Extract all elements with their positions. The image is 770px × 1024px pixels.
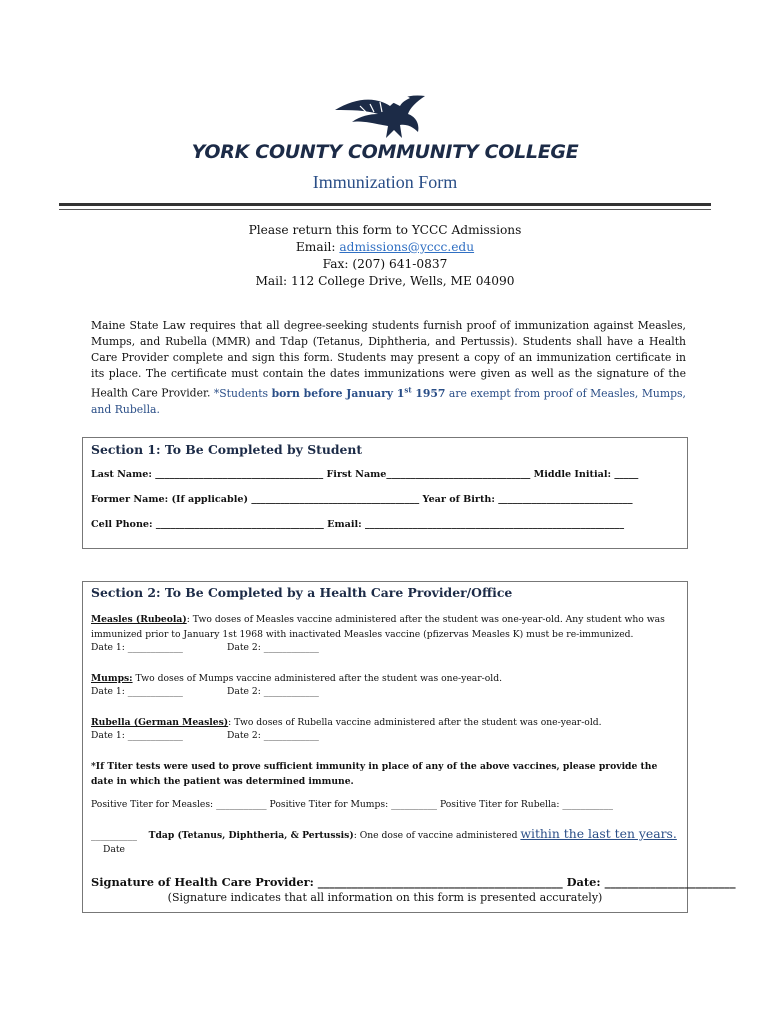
section-2-provider	[82, 581, 736, 913]
section-1-title: Section 1: To Be Completed by Student	[91, 442, 363, 457]
form-title: Immunization Form	[312, 172, 458, 192]
mumps-info: Mumps: Two doses of Mumps vaccine administered after the student was one-year-old.	[91, 673, 503, 684]
exempt-note: *Students born before January 1st 1957 are exempt from proof of Measles, Mumps, and Rubella.	[91, 385, 686, 416]
signature-note: (Signature indicates that all information on this form is presented accurately)	[167, 891, 603, 904]
measles-info: Measles (Rubeola): Two doses of Measles vaccine administered after the student was one-year-old. Any student who was immunized prior to January 1st 1968 with inactivated Measles vaccine (pfizervas Measles K) must be re-immunized.	[91, 614, 665, 640]
tdap-date-label: Date	[103, 844, 125, 855]
contact-return: Please return this form to YCCC Admissions	[248, 223, 522, 237]
logo	[0, 92, 770, 142]
rubella-dates[interactable]: Date 1: ____________ Date 2: ____________	[91, 730, 319, 741]
signature-line[interactable]: Signature of Health Care Provider: ___________________________________________ Date: _______________________	[91, 875, 736, 889]
contact-mail: Mail: 112 College Drive, Wells, ME 04090	[255, 274, 515, 288]
header-divider	[59, 203, 711, 206]
titer-note: *If Titer tests were used to prove sufficient immunity in place of any of the above vaccines, please provide the date in which the patient was determined immune.	[91, 761, 658, 787]
titer-fields[interactable]: Positive Titer for Measles: ___________ Positive Titer for Mumps: __________ Positive Titer for Rubella: ___________	[91, 799, 613, 810]
section-2-title: Section 2: To Be Completed by a Health Care Provider/Office	[91, 585, 513, 600]
former-name-fields[interactable]: Former Name: (If applicable) ___________________________________ Year of Birth: ____________________________	[91, 494, 633, 505]
header-divider-thin	[59, 209, 711, 210]
eagle-logo-icon	[330, 92, 440, 142]
email-link[interactable]: admissions@yccc.edu	[339, 240, 475, 254]
intro-text: Maine State Law requires that all degree-seeking students furnish proof of immunization against Measles, Mumps, and Rubella (MMR) and Tdap (Tetanus, Diphtheria, and Pertussis). Students shall have a Health Care Provider complete and sign this form. Students may present a copy of an immunization certificate in its place. The certificate must contain the dates immunizations were given as well as the signature of the Health Care Provider.	[91, 319, 686, 400]
contact-block	[0, 222, 770, 290]
contact-email-line	[0, 239, 770, 256]
mumps-dates[interactable]: Date 1: ____________ Date 2: ____________	[91, 686, 319, 697]
contact-fax: Fax: (207) 641-0837	[322, 257, 448, 271]
email-label: Email:	[295, 240, 340, 254]
measles-dates[interactable]: Date 1: ____________ Date 2: ____________	[91, 642, 319, 653]
rubella-info: Rubella (German Measles): Two doses of Rubella vaccine administered after the student was one-year-old.	[91, 717, 602, 728]
college-name: YORK COUNTY COMMUNITY COLLEGE	[191, 141, 579, 163]
intro-paragraph	[91, 318, 686, 418]
name-fields[interactable]: Last Name: ___________________________________ First Name______________________________ Middle Initial: _____	[91, 469, 639, 480]
section-1-student	[82, 437, 688, 549]
tdap-line[interactable]: __________ Tdap (Tetanus, Diphtheria, & Pertussis): One dose of vaccine administered within the last ten years.	[91, 826, 677, 841]
contact-fields[interactable]: Cell Phone: ___________________________________ Email: ______________________________________________________	[91, 519, 625, 530]
